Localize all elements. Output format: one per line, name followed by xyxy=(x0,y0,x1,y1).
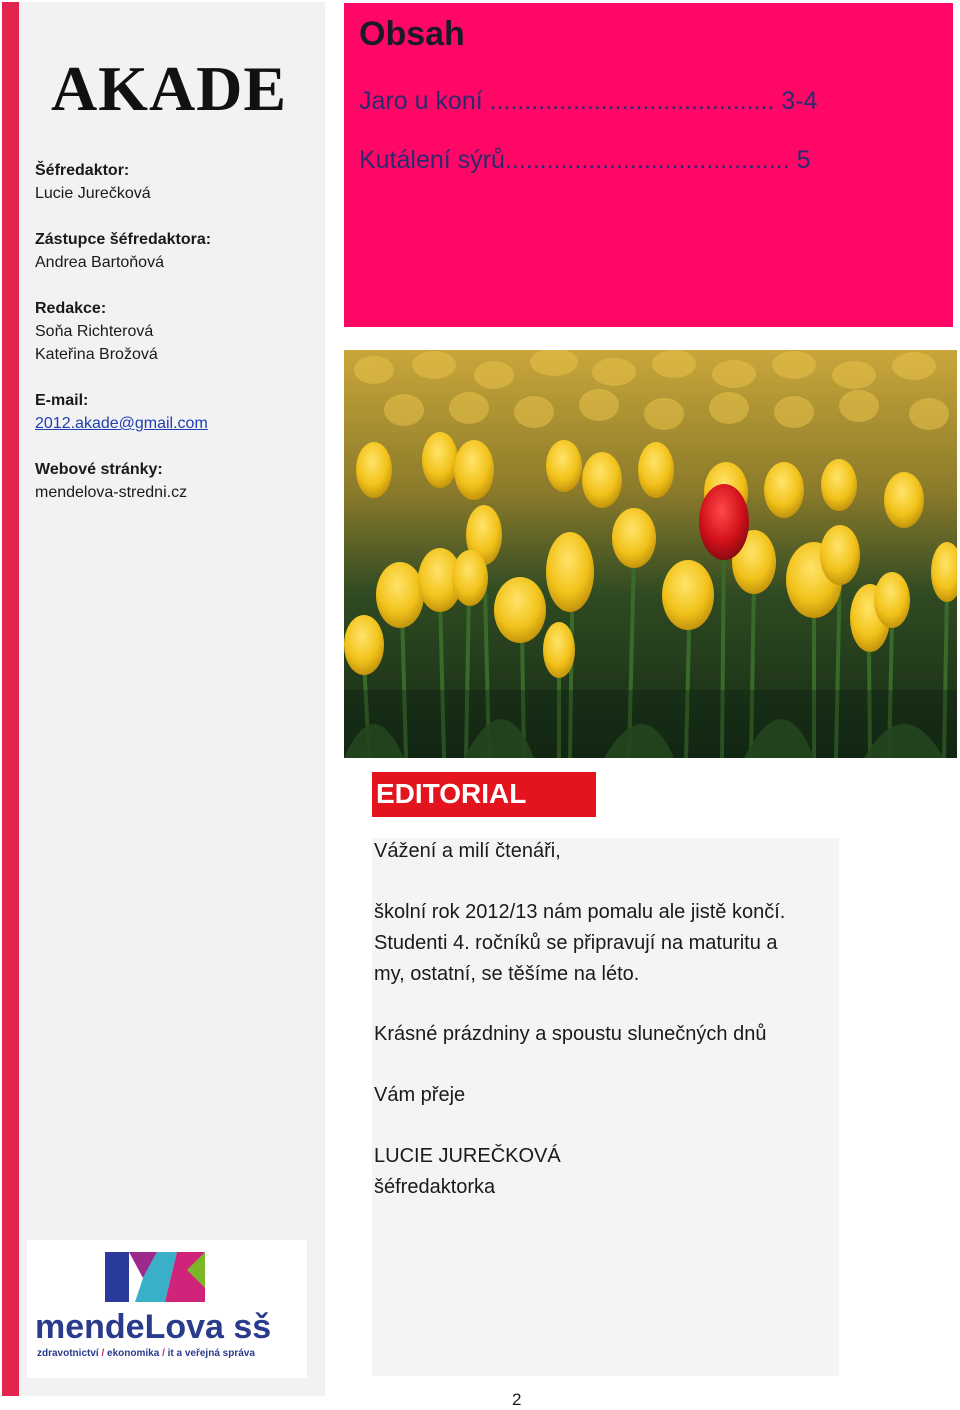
tulip-photo xyxy=(344,350,957,758)
deputy-role: Zástupce šéfredaktora: xyxy=(35,231,212,248)
web-role: Webové stránky: xyxy=(35,461,163,478)
redakce-name: Kateřina Brožová xyxy=(35,346,158,363)
editorial-body-line: Studenti 4. ročníků se připravují na maturitu a xyxy=(374,932,778,954)
staff-editor xyxy=(35,159,315,205)
editorial-signature-name: LUCIE JUREČKOVÁ xyxy=(374,1145,561,1167)
editorial-wish: Krásné prázdniny a spoustu slunečných dnů xyxy=(374,1023,767,1045)
school-logo xyxy=(27,1240,307,1378)
editorial-label: EDITORIAL xyxy=(372,772,596,817)
deputy-name: Andrea Bartoňová xyxy=(35,254,164,271)
email-role: E-mail: xyxy=(35,392,89,409)
staff-web xyxy=(35,458,315,504)
masthead-title: AKADE xyxy=(50,53,288,124)
staff-list xyxy=(35,159,315,527)
editorial-greeting: Vážení a milí čtenáři, xyxy=(374,840,561,862)
page-number: 2 xyxy=(512,1390,522,1409)
staff-deputy xyxy=(35,228,315,274)
staff-redakce xyxy=(35,297,315,366)
logo-name: mendeLova sš xyxy=(35,1308,272,1346)
editorial-body-line: školní rok 2012/13 nám pomalu ale jistě končí. xyxy=(374,901,786,923)
editorial-closing: Vám přeje xyxy=(374,1084,466,1106)
editorial-signature-role: šéfredaktorka xyxy=(374,1176,496,1198)
logo-tagline: zdravotnictví / ekonomika / it a veřejná správa xyxy=(37,1348,255,1359)
redakce-name: Soňa Richterová xyxy=(35,323,154,340)
toc-item[interactable]: Kutálení sýrů......................................... 5 xyxy=(359,146,811,174)
toc-title: Obsah xyxy=(359,15,465,53)
editor-name: Lucie Jurečková xyxy=(35,185,151,202)
table-of-contents xyxy=(344,3,953,327)
email-link[interactable]: 2012.akade@gmail.com xyxy=(35,415,208,432)
editorial-body-line: my, ostatní, se těšíme na léto. xyxy=(374,963,640,985)
editor-role: Šéfredaktor: xyxy=(35,162,130,179)
web-address: mendelova-stredni.cz xyxy=(35,484,188,501)
logo-mark-icon xyxy=(27,1240,307,1310)
accent-stripe xyxy=(2,2,19,1396)
redakce-role: Redakce: xyxy=(35,300,107,317)
sidebar xyxy=(19,2,325,1396)
toc-item[interactable]: Jaro u koní ......................................... 3-4 xyxy=(359,87,818,115)
red-tulip xyxy=(699,484,749,560)
staff-email xyxy=(35,389,315,435)
